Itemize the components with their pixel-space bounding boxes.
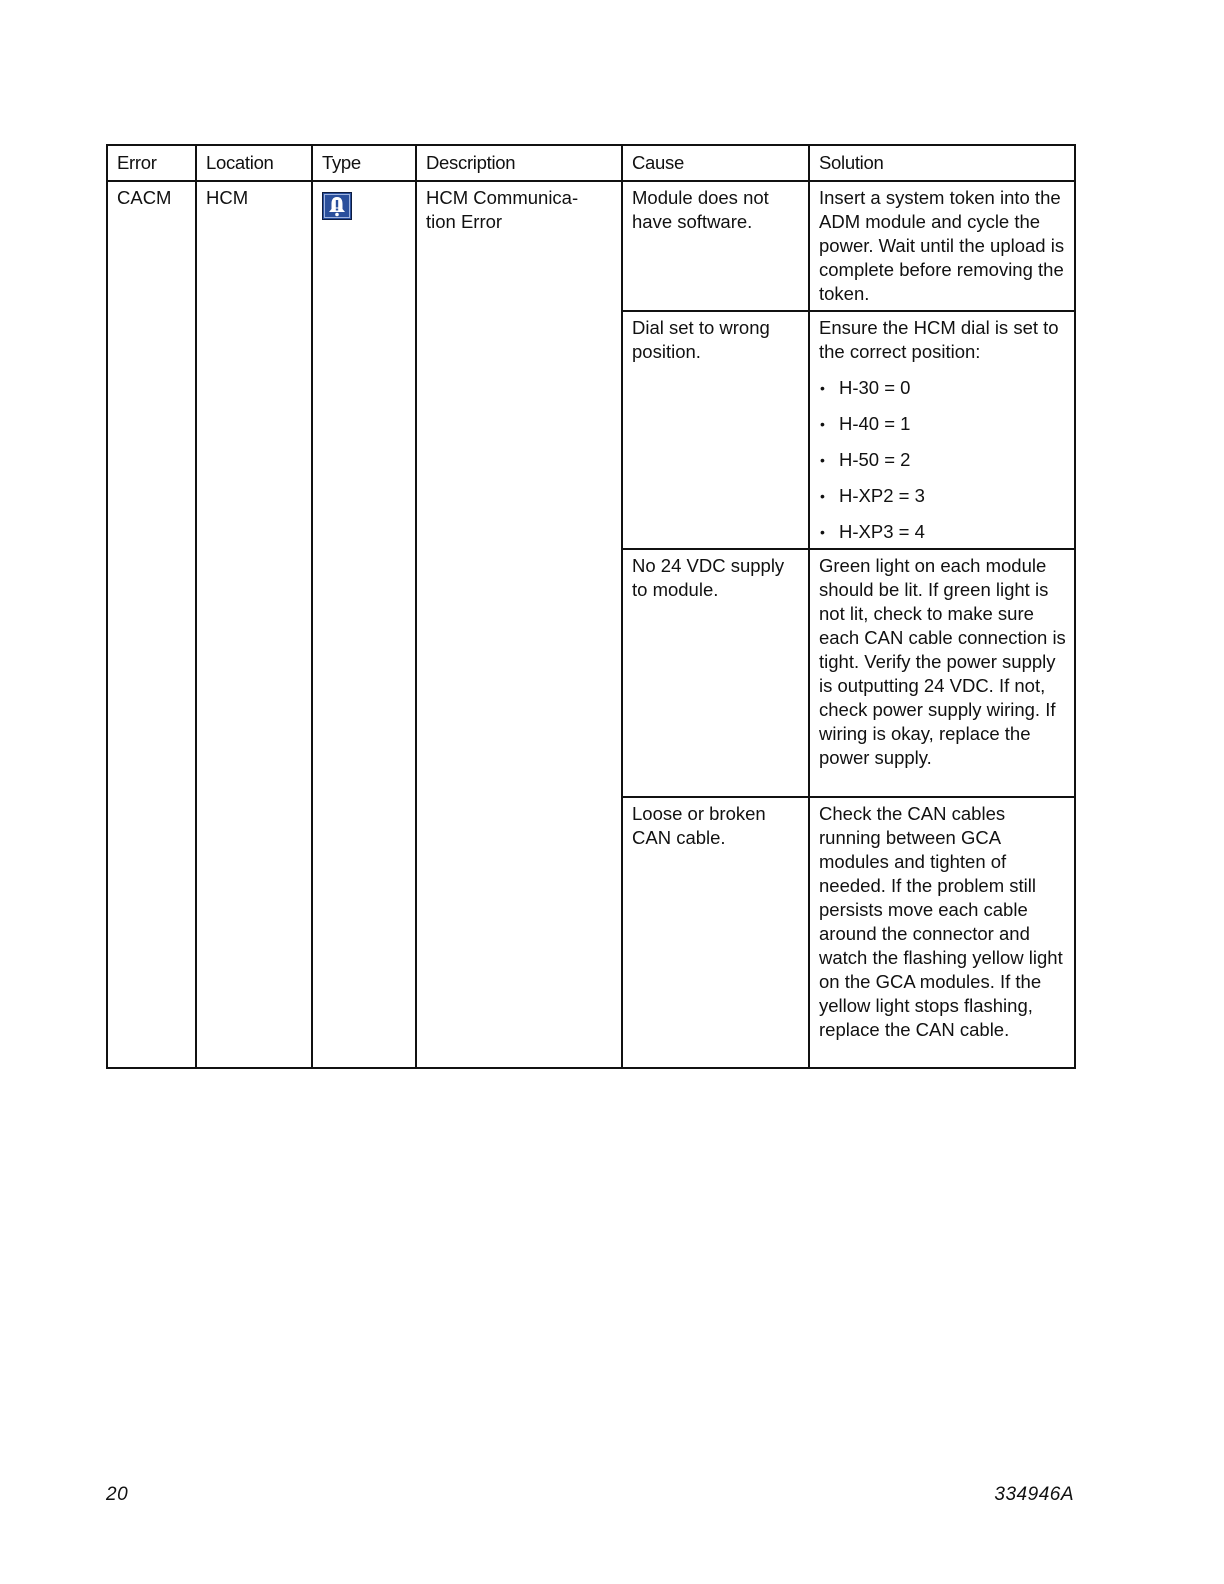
list-item: • H-XP2 = 3 xyxy=(819,484,1066,508)
cause-cell: Module does not have software. xyxy=(622,181,809,311)
solution-cell: Insert a system token into the ADM module and cycle the power. Wait until the upload is complete before removing the token. xyxy=(809,181,1075,311)
solution-cell: Green light on each module should be lit. If green light is not lit, check to make sure each CAN cable connection is tight. Verify the power supply is outputting 24 VDC. If not, check power supply wiring. If wiring is okay, replace the power supply. xyxy=(809,549,1075,797)
header-location: Location xyxy=(196,145,312,181)
cause-cell: Dial set to wrong position. xyxy=(622,311,809,549)
header-solution: Solution xyxy=(809,145,1075,181)
type-cell xyxy=(312,181,416,1068)
table-row xyxy=(107,181,1075,311)
description-cell: HCM Communica- tion Error xyxy=(416,181,622,1068)
alarm-bell-icon xyxy=(322,192,352,220)
list-item: • H-XP3 = 4 xyxy=(819,520,1066,544)
solution-cell: Check the CAN cables running between GCA modules and tighten of needed. If the problem still persists move each cable around the connector and watch the flashing yellow light on the GCA modules. If the yellow light stops flashing, replace the CAN cable. xyxy=(809,797,1075,1068)
error-code-cell: CACM xyxy=(107,181,196,1068)
header-cause: Cause xyxy=(622,145,809,181)
error-table xyxy=(106,144,1076,1069)
header-type: Type xyxy=(312,145,416,181)
list-item: • H-50 = 2 xyxy=(819,448,1066,472)
position-list xyxy=(819,376,1066,544)
document-number: 334946A xyxy=(994,1484,1074,1505)
cause-cell: No 24 VDC supply to module. xyxy=(622,549,809,797)
header-description: Description xyxy=(416,145,622,181)
location-cell: HCM xyxy=(196,181,312,1068)
table-header-row xyxy=(107,145,1075,181)
header-error: Error xyxy=(107,145,196,181)
list-item: • H-30 = 0 xyxy=(819,376,1066,400)
cause-cell: Loose or broken CAN cable. xyxy=(622,797,809,1068)
solution-cell xyxy=(809,311,1075,549)
page-number: 20 xyxy=(106,1484,129,1505)
solution-text: Ensure the HCM dial is set to the correct position: xyxy=(819,317,1059,362)
list-item: • H-40 = 1 xyxy=(819,412,1066,436)
